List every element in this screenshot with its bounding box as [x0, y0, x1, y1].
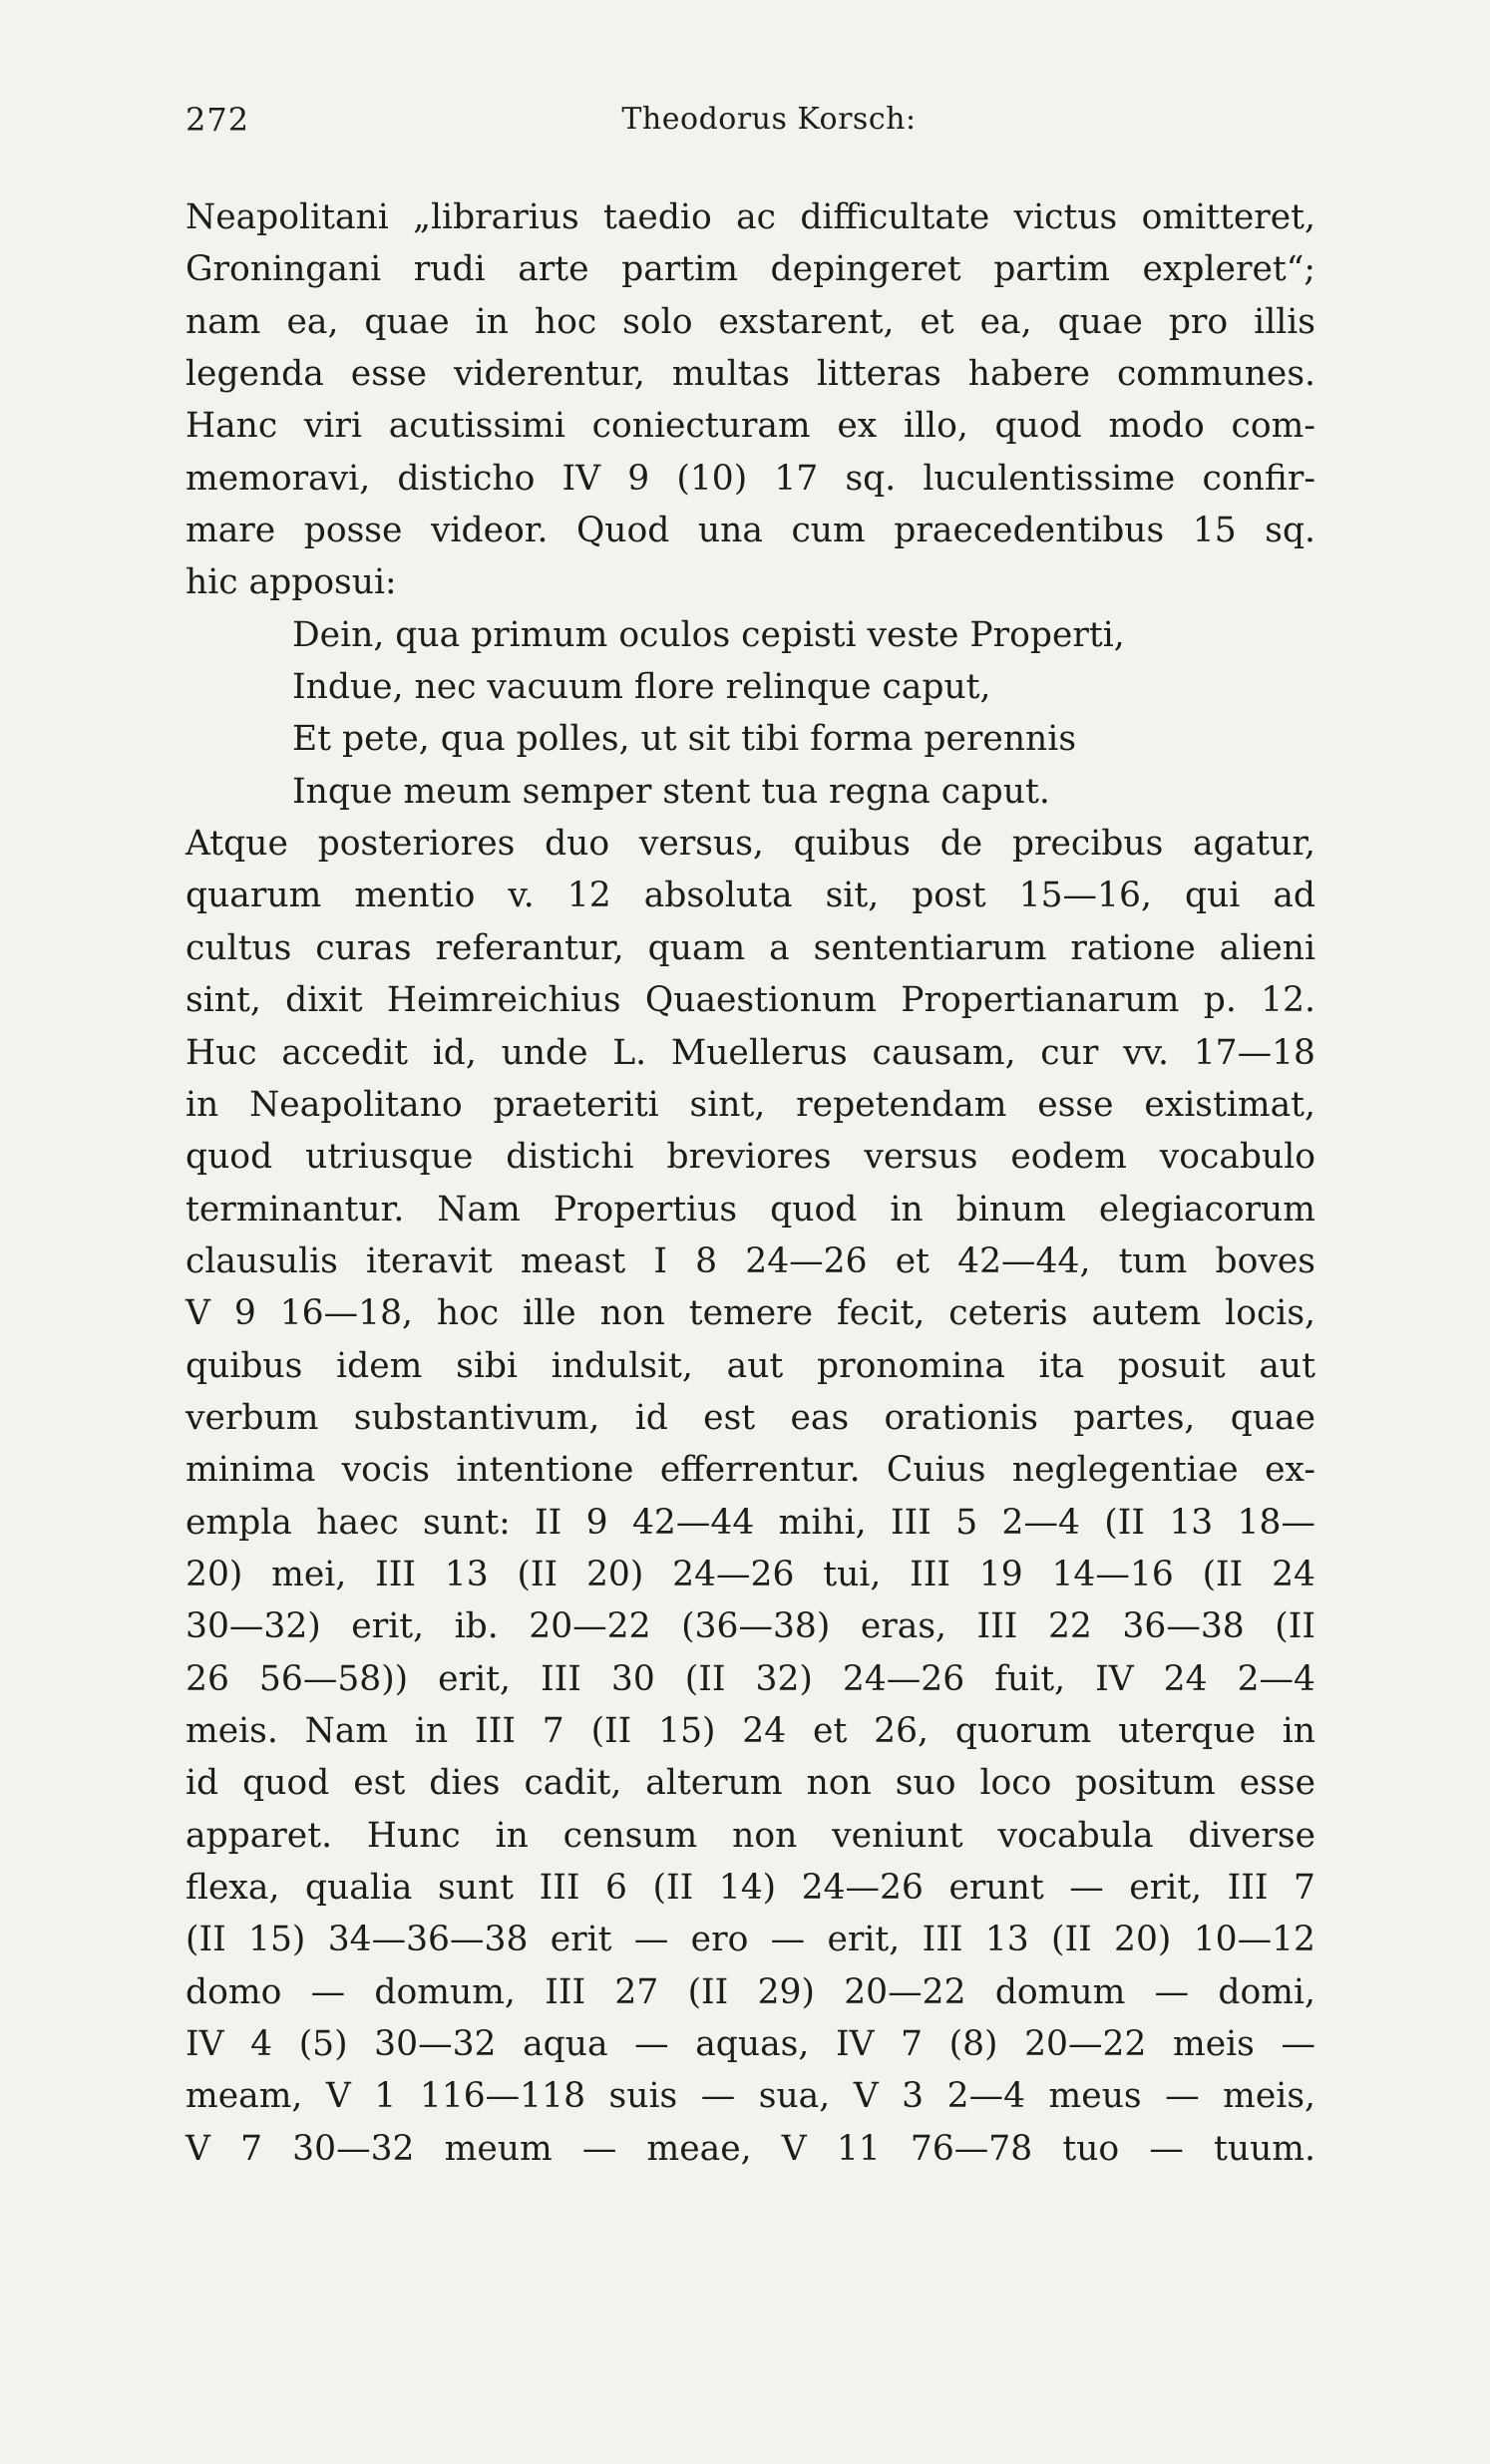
text-line: 26 56—58)) erit, III 30 (II 32) 24—26 fuit, IV 24 2—4	[186, 1658, 1315, 1699]
text-line: Huc accedit id, unde L. Muellerus causam, cur vv. 17—18	[186, 1032, 1315, 1073]
text-line: meis. Nam in III 7 (II 15) 24 et 26, quorum uterque in	[186, 1710, 1315, 1751]
text-line: nam ea, quae in hoc solo exstarent, et ea, quae pro illis	[186, 301, 1315, 342]
verse-line: Inque meum semper stent tua regna caput.	[292, 771, 1050, 812]
text-line: quibus idem sibi indulsit, aut pronomina ita posuit aut	[186, 1345, 1315, 1386]
text-line: in Neapolitano praeteriti sint, repetendam esse existimat,	[186, 1084, 1315, 1125]
text-line: flexa, qualia sunt III 6 (II 14) 24—26 erunt — erit, III 7	[186, 1868, 1315, 1908]
text-line: IV 4 (5) 30—32 aqua — aquas, IV 7 (8) 20—22 meis —	[186, 2024, 1315, 2065]
text-line: V 7 30—32 meum — meae, V 11 76—78 tuo — tuum.	[186, 2128, 1315, 2169]
text-line: Hanc viri acutissimi coniecturam ex illo, quod modo com-	[186, 406, 1315, 447]
text-line: quarum mentio v. 12 absoluta sit, post 15—16, qui ad	[186, 876, 1315, 916]
verse-line: Et pete, qua polles, ut sit tibi forma perennis	[292, 719, 1077, 760]
page-number: 272	[186, 101, 250, 139]
text-line: Groningani rudi arte partim depingeret partim expleret“;	[186, 249, 1315, 290]
text-line: V 9 16—18, hoc ille non temere fecit, ceteris autem locis,	[186, 1293, 1315, 1334]
text-line: verbum substantivum, id est eas orationis partes, quae	[186, 1397, 1315, 1438]
text-line: Atque posteriores duo versus, quibus de precibus agatur,	[186, 824, 1315, 865]
text-line: 30—32) erit, ib. 20—22 (36—38) eras, III 22 36—38 (II	[186, 1606, 1315, 1647]
text-line: id quod est dies cadit, alterum non suo loco positum esse	[186, 1763, 1315, 1804]
text-line: meam, V 1 116—118 suis — sua, V 3 2—4 meus — meis,	[186, 2076, 1315, 2117]
text-line: clausulis iteravit meast I 8 24—26 et 42—44, tum boves	[186, 1240, 1315, 1281]
running-head: Theodorus Korsch:	[621, 102, 917, 137]
text-line: apparet. Hunc in censum non veniunt vocabula diverse	[186, 1815, 1315, 1856]
text-line: quod utriusque distichi breviores versus eodem vocabulo	[186, 1137, 1315, 1178]
text-line: empla haec sunt: II 9 42—44 mihi, III 5 2—4 (II 13 18—	[186, 1502, 1315, 1543]
text-line: legenda esse viderentur, multas litteras habere communes.	[186, 354, 1315, 395]
text-line: Neapolitani „librarius taedio ac difficultate victus omitteret,	[186, 197, 1315, 237]
text-line: (II 15) 34—36—38 erit — ero — erit, III 13 (II 20) 10—12	[186, 1920, 1315, 1960]
text-line: terminantur. Nam Propertius quod in binum elegiacorum	[186, 1189, 1315, 1230]
text-line: domo — domum, III 27 (II 29) 20—22 domum — domi,	[186, 1971, 1315, 2012]
text-line: memoravi, disticho IV 9 (10) 17 sq. luculentissime confir-	[186, 458, 1315, 499]
text-line: hic apposui:	[186, 562, 397, 603]
text-line: cultus curas referantur, quam a sententiarum ratione alieni	[186, 927, 1315, 968]
verse-line: Dein, qua primum oculos cepisti veste Properti,	[292, 614, 1125, 655]
verse-line: Indue, nec vacuum flore relinque caput,	[292, 667, 991, 708]
text-line: minima vocis intentione efferrentur. Cuius neglegentiae ex-	[186, 1450, 1315, 1491]
body-text	[186, 191, 1315, 2175]
text-line: 20) mei, III 13 (II 20) 24—26 tui, III 19 14—16 (II 24	[186, 1554, 1315, 1594]
page-header	[186, 98, 1315, 142]
text-line: sint, dixit Heimreichius Quaestionum Propertianarum p. 12.	[186, 980, 1315, 1021]
text-line: mare posse videor. Quod una cum praecedentibus 15 sq.	[186, 511, 1315, 551]
